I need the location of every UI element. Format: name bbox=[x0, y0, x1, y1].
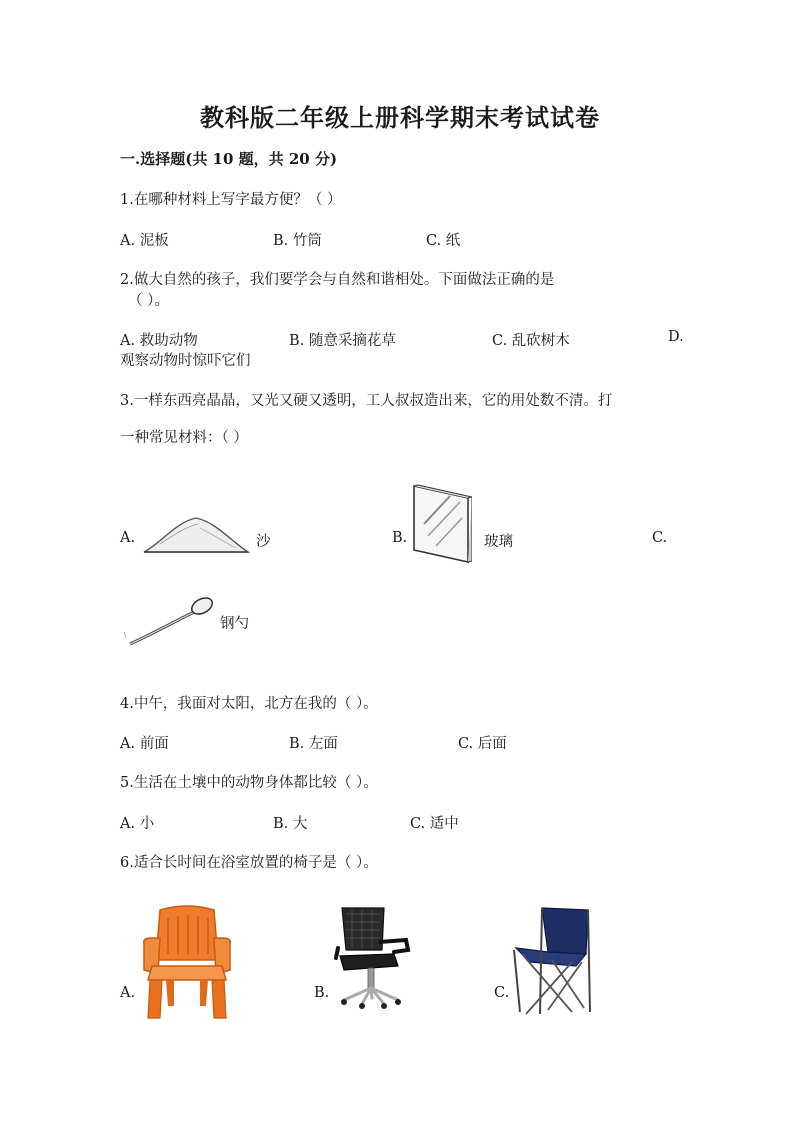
q3-option-c-letter[interactable]: C. bbox=[652, 530, 668, 546]
question-number: 3. bbox=[120, 393, 134, 409]
question-2 bbox=[120, 268, 554, 289]
question-1 bbox=[120, 188, 341, 209]
q2-option-d[interactable]: D. bbox=[668, 329, 684, 345]
q4-option-b[interactable]: B. 左面 bbox=[289, 736, 338, 752]
question-4 bbox=[120, 692, 378, 713]
q1-option-a[interactable]: A. 泥板 bbox=[120, 233, 169, 249]
question-6 bbox=[120, 851, 378, 872]
question-text: 一样东西亮晶晶，又光又硬又透明，工人叔叔造出来，它的用处数不清。打 bbox=[133, 393, 613, 409]
plastic-chair-image bbox=[138, 904, 236, 1022]
q3-option-b-letter[interactable]: B. bbox=[392, 530, 408, 546]
glass-pane-image bbox=[410, 484, 472, 564]
q6-option-a-letter[interactable]: A. bbox=[120, 985, 136, 1001]
office-chair-image bbox=[332, 904, 414, 1010]
folding-chair-image bbox=[512, 904, 598, 1018]
question-2-cont: （ ）。 bbox=[128, 293, 169, 309]
q2-option-b[interactable]: B. 随意采摘花草 bbox=[289, 333, 396, 349]
question-text: 在哪种材料上写字最方便？（ ） bbox=[133, 192, 342, 208]
q3-option-b-label: 玻璃 bbox=[484, 534, 513, 550]
exam-title: 教科版二年级上册科学期末考试试卷 bbox=[200, 103, 600, 132]
question-number: 2. bbox=[120, 272, 134, 288]
q2-option-c[interactable]: C. 乱砍树木 bbox=[492, 333, 570, 349]
q6-option-b-letter[interactable]: B. bbox=[314, 985, 330, 1001]
question-3 bbox=[120, 389, 612, 410]
q2-option-a[interactable]: A. 救助动物 bbox=[120, 333, 198, 349]
q1-option-c[interactable]: C. 纸 bbox=[426, 233, 461, 249]
q5-option-a[interactable]: A. 小 bbox=[120, 816, 155, 832]
question-number: 1. bbox=[120, 192, 134, 208]
q5-option-b[interactable]: B. 大 bbox=[273, 816, 308, 832]
q2-option-d-cont: 观察动物时惊吓它们 bbox=[120, 353, 251, 369]
sand-pile-image bbox=[140, 514, 252, 556]
q4-option-c[interactable]: C. 后面 bbox=[458, 736, 507, 752]
q5-option-c[interactable]: C. 适中 bbox=[410, 816, 459, 832]
question-number: 4. bbox=[120, 696, 134, 712]
q3-option-a-label: 沙 bbox=[256, 534, 271, 550]
question-5 bbox=[120, 771, 378, 792]
q1-option-b[interactable]: B. 竹筒 bbox=[273, 233, 322, 249]
section-heading: 一.选择题(共 10 题，共 20 分) bbox=[120, 150, 338, 168]
question-number: 5. bbox=[120, 775, 134, 791]
question-number: 6. bbox=[120, 855, 134, 871]
q6-option-c-letter[interactable]: C. bbox=[494, 985, 510, 1001]
q3-option-c-label: 钢勺 bbox=[220, 616, 249, 632]
steel-spoon-image bbox=[122, 594, 216, 650]
q4-option-a[interactable]: A. 前面 bbox=[120, 736, 169, 752]
question-text: 生活在土壤中的动物身体都比较（ ）。 bbox=[133, 775, 378, 791]
q3-option-a-letter[interactable]: A. bbox=[120, 530, 136, 546]
question-3-cont: 一种常见材料：（ ） bbox=[120, 430, 248, 446]
question-text: 中午，我面对太阳，北方在我的（ ）。 bbox=[133, 696, 378, 712]
question-text: 做大自然的孩子，我们要学会与自然和谐相处。下面做法正确的是 bbox=[133, 272, 555, 288]
question-text: 适合长时间在浴室放置的椅子是（ ）。 bbox=[133, 855, 378, 871]
